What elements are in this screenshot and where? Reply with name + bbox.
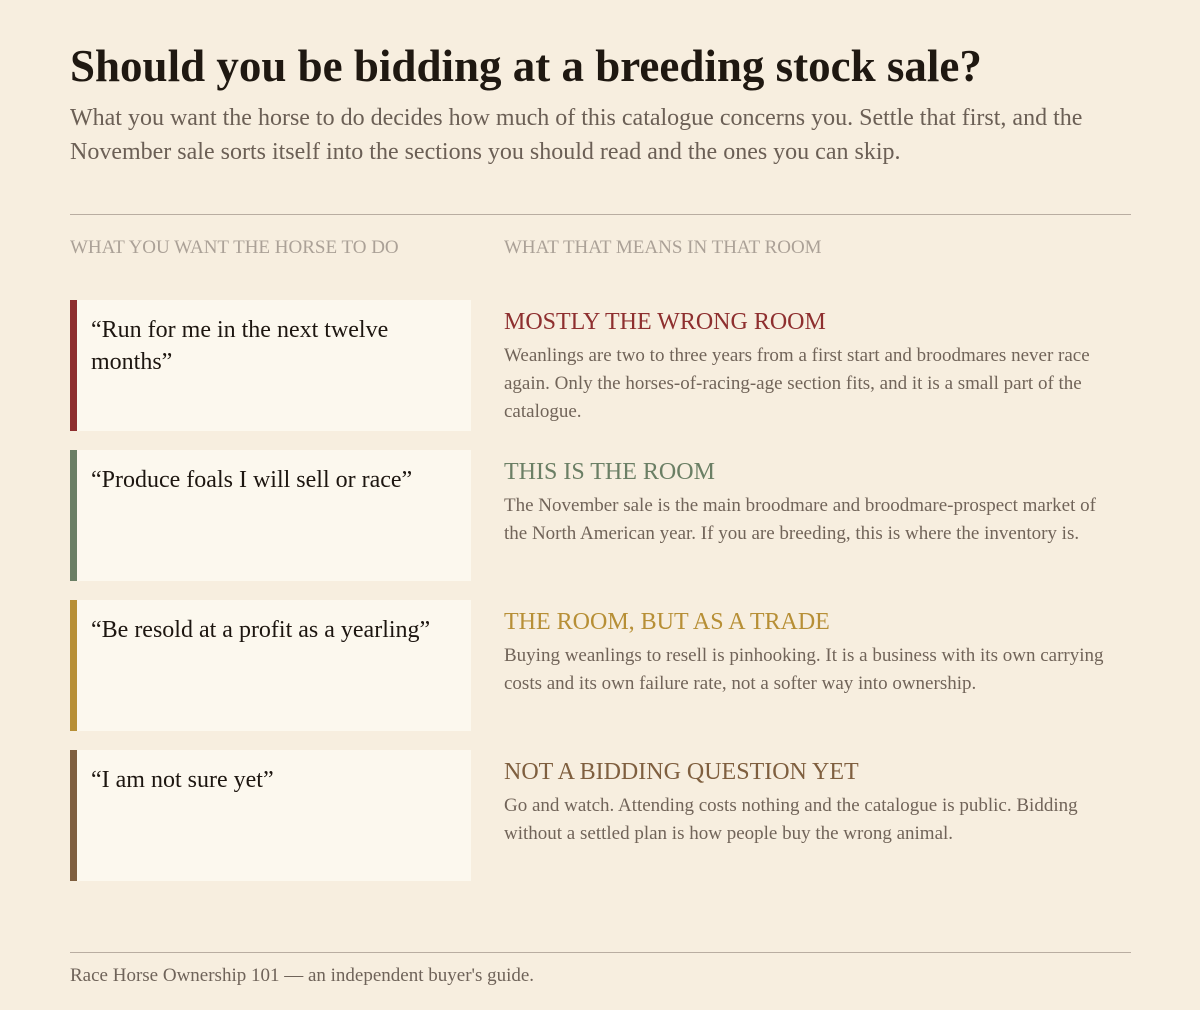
row-produce-foals [70, 450, 1131, 581]
column-header-meaning: WHAT THAT MEANS IN THAT ROOM [504, 237, 822, 258]
verdict-label: NOT A BIDDING QUESTION YET [504, 759, 859, 785]
verdict-explanation: Weanlings are two to three years from a first start and broodmares never race again. Only the horses-of-racing-age section fits, and it is a small part of the catalogue. [504, 345, 1090, 422]
bottom-divider [70, 952, 1131, 953]
column-header-goal: WHAT YOU WANT THE HORSE TO DO [70, 237, 399, 258]
verdict-explanation: The November sale is the main broodmare and broodmare-prospect market of the North American year. If you are breeding, this is where the inventory is. [504, 495, 1096, 544]
verdict-explanation: Go and watch. Attending costs nothing and the catalogue is public. Bidding without a settled plan is how people buy the wrong animal. [504, 795, 1078, 844]
verdict-label: THIS IS THE ROOM [504, 459, 715, 485]
verdict-label: THE ROOM, BUT AS A TRADE [504, 609, 830, 635]
verdict-explanation: Buying weanlings to resell is pinhooking. It is a business with its own carrying costs and its own failure rate, not a softer way into ownership. [504, 645, 1104, 694]
goal-card: “Run for me in the next twelve months” [70, 300, 471, 431]
intro-text: What you want the horse to do decides how much of this catalogue concerns you. Settle that first, and the November sale sorts itself into the sections you should read and the ones you can skip. [70, 105, 1083, 165]
footer-credit: Race Horse Ownership 101 — an independent buyer's guide. [70, 965, 535, 986]
row-resell [70, 600, 1131, 731]
top-divider [70, 214, 1131, 215]
row-not-sure [70, 750, 1131, 881]
page-title: Should you be bidding at a breeding stock sale? [70, 41, 982, 91]
verdict-label: MOSTLY THE WRONG ROOM [504, 309, 826, 335]
goal-card: “Be resold at a profit as a yearling” [70, 600, 471, 731]
row-run-soon [70, 300, 1131, 431]
goal-card: “I am not sure yet” [70, 750, 471, 881]
goal-card: “Produce foals I will sell or race” [70, 450, 471, 581]
guide-page [70, 0, 1131, 1010]
